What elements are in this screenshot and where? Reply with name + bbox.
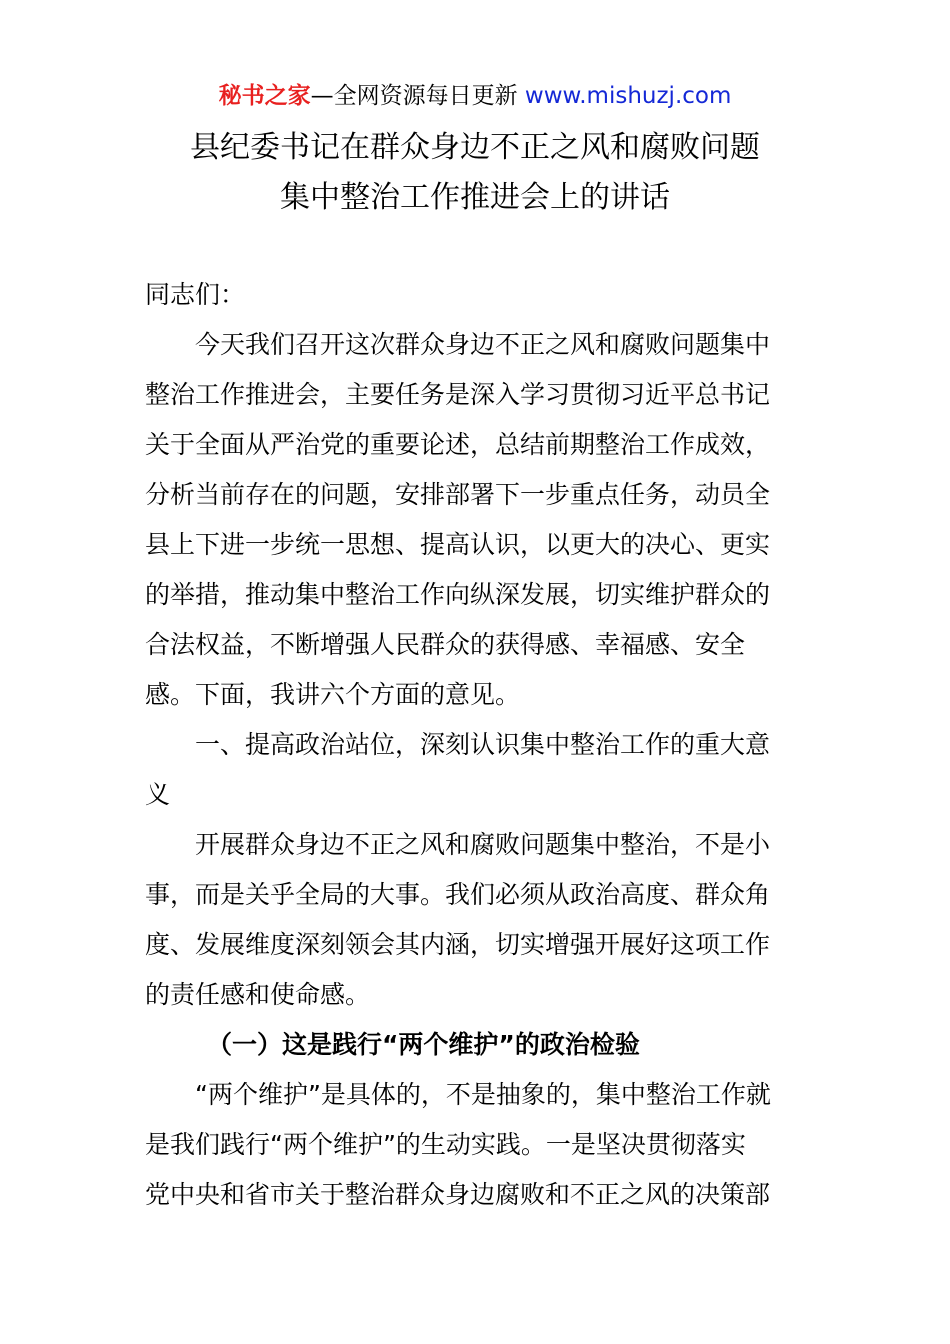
paragraph-line: 整治工作推进会，主要任务是深入学习贯彻习近平总书记	[145, 380, 771, 409]
paragraph-line: 党中央和省市关于整治群众身边腐败和不正之风的决策部	[145, 1180, 771, 1209]
brand-name: 秘书之家	[218, 83, 311, 109]
salutation: 同志们：	[145, 280, 246, 309]
paragraph-line: 县上下进一步统一思想、提高认识，以更大的决心、更实	[145, 530, 771, 559]
paragraph-line: 今天我们召开这次群众身边不正之风和腐败问题集中	[195, 330, 771, 359]
header-tagline: —全网资源每日更新	[310, 83, 525, 109]
paragraph-line: 分析当前存在的问题，安排部署下一步重点任务，动员全	[145, 480, 771, 509]
paragraph-line: 感。下面，我讲六个方面的意见。	[145, 680, 521, 709]
document-body	[145, 270, 807, 1220]
subsection-heading: （一）这是践行“两个维护”的政治检验	[207, 1030, 640, 1059]
paragraph-line: 度、发展维度深刻领会其内涵，切实增强开展好这项工作	[145, 930, 771, 959]
paragraph-line: 合法权益，不断增强人民群众的获得感、幸福感、安全	[145, 630, 746, 659]
source-header	[0, 80, 950, 112]
paragraph-line: 是我们践行“两个维护”的生动实践。一是坚决贯彻落实	[145, 1130, 746, 1159]
section-heading-line: 一、提高政治站位，深刻认识集中整治工作的重大意	[195, 730, 771, 759]
paragraph-line: 关于全面从严治党的重要论述，总结前期整治工作成效，	[145, 430, 771, 459]
website-link[interactable]: www.mishuzj.com	[524, 83, 732, 109]
paragraph-line: 的举措，推动集中整治工作向纵深发展，切实维护群众的	[145, 580, 771, 609]
document-title-line-1: 县纪委书记在群众身边不正之风和腐败问题	[190, 130, 760, 165]
paragraph-line: 开展群众身边不正之风和腐败问题集中整治，不是小	[195, 830, 771, 859]
paragraph-line: 的责任感和使命感。	[145, 980, 371, 1009]
section-heading-line: 义	[145, 780, 171, 809]
document-title-line-2: 集中整治工作推进会上的讲话	[280, 180, 670, 215]
paragraph-line: 事，而是关乎全局的大事。我们必须从政治高度、群众角	[145, 880, 771, 909]
paragraph-line: “两个维护”是具体的，不是抽象的，集中整治工作就	[195, 1080, 771, 1109]
